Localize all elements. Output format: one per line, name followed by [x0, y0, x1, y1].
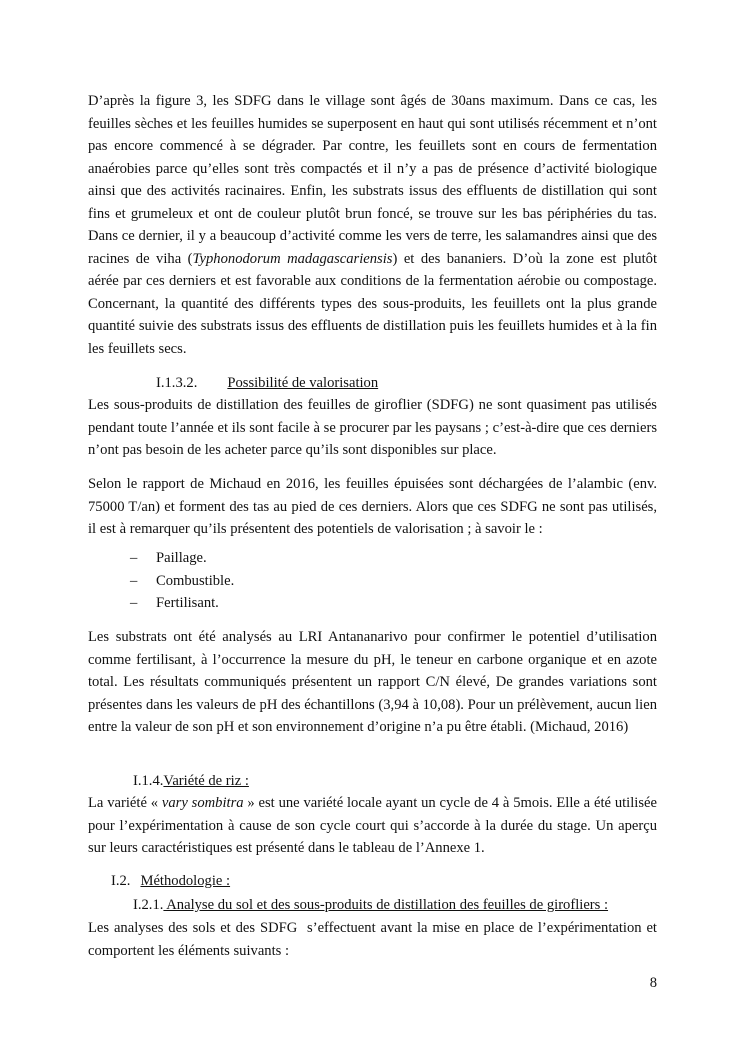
heading-number: I.1.3.2. — [156, 375, 198, 391]
list-item — [88, 592, 657, 615]
heading-12 — [111, 870, 230, 893]
item-text: Paillage. — [156, 550, 207, 566]
species-name: Typhonodorum madagascariensis — [192, 250, 393, 267]
heading-number: I.1.4. — [133, 773, 164, 789]
heading-number: I.2. — [111, 873, 131, 889]
text: La variété « — [88, 795, 162, 811]
paragraph-analyses: Les analyses des sols et des SDFG s’effectuent avant la mise en place de l’expérimentation et comportent les éléments suivants : — [88, 920, 661, 959]
heading-1132 — [156, 372, 378, 395]
page-number: 8 — [649, 975, 657, 991]
heading-title: Analyse du sol et des sous-produits de distillation des feuilles de girofliers : — [163, 897, 609, 913]
heading-title: Variété de riz : — [163, 773, 249, 789]
paragraph-rice-variety — [88, 792, 657, 860]
list-item — [88, 547, 657, 570]
item-text: Fertilisant. — [156, 595, 219, 611]
valorisation-list — [88, 547, 657, 615]
paragraph-sdfg-age — [88, 90, 657, 360]
dash-bullet: – — [130, 572, 138, 589]
dash-bullet: – — [130, 595, 138, 611]
heading-title: Méthodologie : — [140, 873, 231, 889]
paragraph-michaud-report: Selon le rapport de Michaud en 2016, les feuilles épuisées sont déchargées de l’alambic (env. 75000 T/an) et forment des tas au pied de ces derniers. Alors que ces SDFG ne sont pas utilisés, il est à remarquer qu’ils présentent des potentiels de valorisation ; à savoir le : — [88, 476, 657, 537]
text: D’après la figure 3, les SDFG dans le village sont âgés de 30ans maximum. Dans ce cas, les feuilles sèches et les feuilles humides se superposent en haut qui sont utilisés récemment et n’ont pas encore commencé à se dégrader. Par contre, les feuillets sont en cours de fermentation anaérobies parce qu’elles sont très compactés et il n’y a pas de présence d’activité biologique ainsi que des activités racinaires. Enfin, les substrats issus des effluents de distillation qui sont fins et grumeleux et ont de couleur plutôt brun foncé, se trouve sur les bas périphéries du tas. Dans ce dernier, il y a beaucoup d’activité comme les vers de terre, les salamandres ainsi que des racines de viha ( — [88, 93, 657, 267]
heading-114 — [133, 770, 249, 793]
dash-bullet: – — [130, 550, 138, 566]
paragraph-sdfg-usage: Les sous-produits de distillation des feuilles de giroflier (SDFG) ne sont quasiment pas utilisés pendant toute l’année et ils sont facile à se procurer par les paysans ; c’est-à-dire que ces derniers n’ont pas besoin de les acheter parce qu’ils sont disponibles sur place. — [88, 397, 657, 458]
text: ) et des bananiers. D’où la zone est plutôt aérée par ces derniers et est favorable aux conditions de la fermentation aérobie ou compostage. Concernant, la quantité des différents types des sous-produits, les feuillets ont la plus grande quantité suivie des substrats issus des effluents de distillation puis les feuillets humides et à la fin les feuillets secs. — [88, 250, 658, 357]
text: » est une variété locale ayant un cycle de 4 à 5mois. Elle a été utilisée pour l’expérimentation à cause de son cycle court qui s’accorde à la durée du stage. Un aperçu sur leurs caractéristiques est présenté dans le tableau de l’Annexe 1. — [88, 795, 657, 856]
variety-name: vary sombitra — [161, 795, 244, 811]
heading-number: I.2.1. — [133, 897, 164, 913]
paragraph-lri-analysis: Les substrats ont été analysés au LRI Antananarivo pour confirmer le potentiel d’utilisation comme fertilisant, à l’occurrence la mesure du pH, le teneur en carbone organique et en azote total. Les résultats communiqués présentent un rapport C/N élevé, De grandes variations sont présentes dans les valeurs de pH des échantillons (3,94 à 10,08). Pour un prélèvement, aucun lien entre la valeur de son pH et son environnement d’origine n’a pu être établi. (Michaud, 2016) — [88, 629, 657, 735]
list-item — [88, 570, 657, 593]
heading-title: Possibilité de valorisation — [227, 375, 379, 391]
item-text: Combustible. — [156, 572, 235, 589]
heading-121 — [133, 894, 608, 917]
